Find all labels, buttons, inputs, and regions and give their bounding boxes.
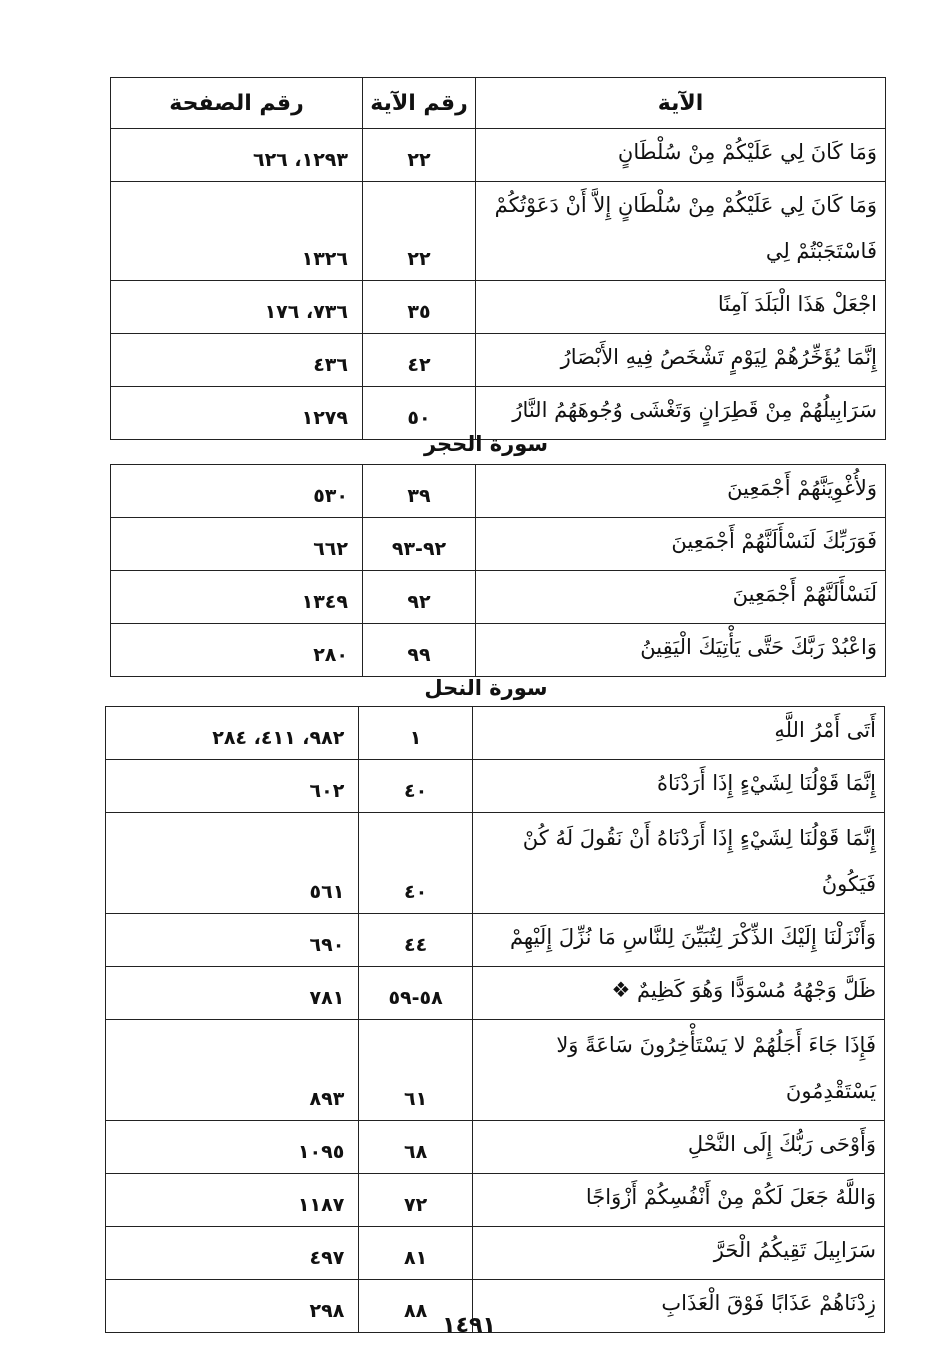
ayah-number: ٧٢ bbox=[359, 1174, 473, 1227]
ayah-number: ٥٨-٥٩ bbox=[359, 967, 473, 1020]
verse-text: وَأَنْزَلْنَا إِلَيْكَ الذِّكْرَ لِتُبَيِّنَ لِلنَّاسِ مَا نُزِّلَ إِلَيْهِمْ bbox=[472, 914, 884, 967]
ayah-number: ٩٢-٩٣ bbox=[363, 518, 476, 571]
verse-text: إِنَّمَا يُؤَخِّرُهُمْ لِيَوْمٍ تَشْخَصُ فِيهِ الأَبْصَارُ bbox=[476, 334, 886, 387]
ayah-number: ٢٢ bbox=[363, 182, 476, 281]
verse-text: وَأَوْحَى رَبُّكَ إِلَى النَّحْلِ bbox=[472, 1121, 884, 1174]
verse-text: وَلأُغْوِيَنَّهُمْ أَجْمَعِينَ bbox=[476, 465, 886, 518]
verse-text: فَإِذَا جَاءَ أَجَلُهُمْ لا يَسْتَأْخِرُونَ سَاعَةً وَلا يَسْتَقْدِمُونَ bbox=[472, 1020, 884, 1121]
page-number: ٧٣٦، ١٧٦ bbox=[111, 281, 363, 334]
page-number: ٤٣٦ bbox=[111, 334, 363, 387]
page-number: ٩٨٢، ٤١١، ٢٨٤ bbox=[106, 707, 359, 760]
verse-text: وَاعْبُدْ رَبَّكَ حَتَّى يَأْتِيَكَ الْيَقِينُ bbox=[476, 624, 886, 677]
ayah-number: ٣٩ bbox=[363, 465, 476, 518]
ayah-number: ٩٢ bbox=[363, 571, 476, 624]
section-title-al-hijr: سورة الحجر bbox=[423, 432, 549, 456]
table-row bbox=[106, 707, 885, 760]
page-number: ٤٩٧ bbox=[106, 1227, 359, 1280]
verse-text: وَمَا كَانَ لِي عَلَيْكُمْ مِنْ سُلْطَانٍ bbox=[476, 129, 886, 182]
table-row bbox=[106, 1020, 885, 1121]
verse-text: لَنَسْأَلَنَّهُمْ أَجْمَعِينَ bbox=[476, 571, 886, 624]
page-number: ١٢٩٣، ٦٢٦ bbox=[111, 129, 363, 182]
page-number: ٢٨٠ bbox=[111, 624, 363, 677]
table-row bbox=[111, 465, 886, 518]
verse-text: وَمَا كَانَ لِي عَلَيْكُمْ مِنْ سُلْطَانٍ إِلاَّ أَنْ دَعَوْتُكُمْ فَاسْتَجَبْتُمْ لِي bbox=[476, 182, 886, 281]
verse-index-table-1 bbox=[110, 77, 886, 440]
table-row bbox=[106, 914, 885, 967]
page-number: ١٢٧٩ bbox=[111, 387, 363, 440]
verse-index-table-2 bbox=[110, 464, 886, 677]
table-row bbox=[111, 129, 886, 182]
table-header-row bbox=[111, 78, 886, 129]
table-row bbox=[111, 182, 886, 281]
table-row bbox=[106, 813, 885, 914]
ayah-number: ٤٢ bbox=[363, 334, 476, 387]
ayah-number: ٥٠ bbox=[363, 387, 476, 440]
verse-text: ظَلَّ وَجْهُهُ مُسْوَدًّا وَهُوَ كَظِيمٌ ❖ bbox=[472, 967, 884, 1020]
table-row bbox=[106, 1121, 885, 1174]
verse-index-table-3 bbox=[105, 706, 885, 1333]
verse-text: سَرَابِيلُهُمْ مِنْ قَطِرَانٍ وَتَغْشَى وُجُوهَهُمُ النَّارُ bbox=[476, 387, 886, 440]
table-row bbox=[106, 1174, 885, 1227]
header-verse: الآية bbox=[476, 78, 886, 129]
page-number: ٨٩٣ bbox=[106, 1020, 359, 1121]
verse-text: وَاللَّهُ جَعَلَ لَكُمْ مِنْ أَنْفُسِكُمْ أَزْوَاجًا bbox=[472, 1174, 884, 1227]
table-row bbox=[111, 624, 886, 677]
page-number: ١٠٩٥ bbox=[106, 1121, 359, 1174]
ayah-number: ٩٩ bbox=[363, 624, 476, 677]
section-title-an-nahl: سورة النحل bbox=[424, 676, 548, 700]
ayah-number: ٤٠ bbox=[359, 813, 473, 914]
verse-text: سَرَابِيلَ تَقِيكُمُ الْحَرَّ bbox=[472, 1227, 884, 1280]
ayah-number: ٤٤ bbox=[359, 914, 473, 967]
table-row bbox=[111, 334, 886, 387]
verse-text: اجْعَلْ هَذَا الْبَلَدَ آمِنًا bbox=[476, 281, 886, 334]
table-row bbox=[106, 760, 885, 813]
page-number: ٥٦١ bbox=[106, 813, 359, 914]
table-row bbox=[106, 1227, 885, 1280]
table-row bbox=[111, 518, 886, 571]
ayah-number: ٦٨ bbox=[359, 1121, 473, 1174]
page-number: ١٣٤٩ bbox=[111, 571, 363, 624]
page-number: ٦٠٢ bbox=[106, 760, 359, 813]
table-row bbox=[106, 967, 885, 1020]
page-number: ٦٦٢ bbox=[111, 518, 363, 571]
page-number: ٥٣٠ bbox=[111, 465, 363, 518]
page-number: ٦٩٠ bbox=[106, 914, 359, 967]
header-page-number: رقم الصفحة bbox=[111, 78, 363, 129]
ayah-number: ١ bbox=[359, 707, 473, 760]
ayah-number: ٨١ bbox=[359, 1227, 473, 1280]
page-number-footer: ١٤٩١ bbox=[442, 1313, 496, 1338]
header-ayah-number: رقم الآية bbox=[363, 78, 476, 129]
verse-text: فَوَرَبِّكَ لَنَسْأَلَنَّهُمْ أَجْمَعِينَ bbox=[476, 518, 886, 571]
ayah-number: ٢٢ bbox=[363, 129, 476, 182]
page-number: ٢٩٨ bbox=[106, 1280, 359, 1333]
table-row bbox=[111, 281, 886, 334]
verse-text: إِنَّمَا قَوْلُنَا لِشَيْءٍ إِذَا أَرَدْنَاهُ bbox=[472, 760, 884, 813]
page-number: ١٣٢٦ bbox=[111, 182, 363, 281]
verse-text: زِدْنَاهُمْ عَذَابًا فَوْقَ الْعَذَابِ bbox=[472, 1280, 884, 1333]
ayah-number: ٨٨ bbox=[359, 1280, 473, 1333]
ayah-number: ٦١ bbox=[359, 1020, 473, 1121]
verse-text: أَتَى أَمْرُ اللَّهِ bbox=[472, 707, 884, 760]
ayah-number: ٣٥ bbox=[363, 281, 476, 334]
ayah-number: ٤٠ bbox=[359, 760, 473, 813]
verse-text: إِنَّمَا قَوْلُنَا لِشَيْءٍ إِذَا أَرَدْنَاهُ أَنْ نَقُولَ لَهُ كُنْ فَيَكُونُ bbox=[472, 813, 884, 914]
page-number: ١١٨٧ bbox=[106, 1174, 359, 1227]
table-row bbox=[111, 571, 886, 624]
page-number: ٧٨١ bbox=[106, 967, 359, 1020]
